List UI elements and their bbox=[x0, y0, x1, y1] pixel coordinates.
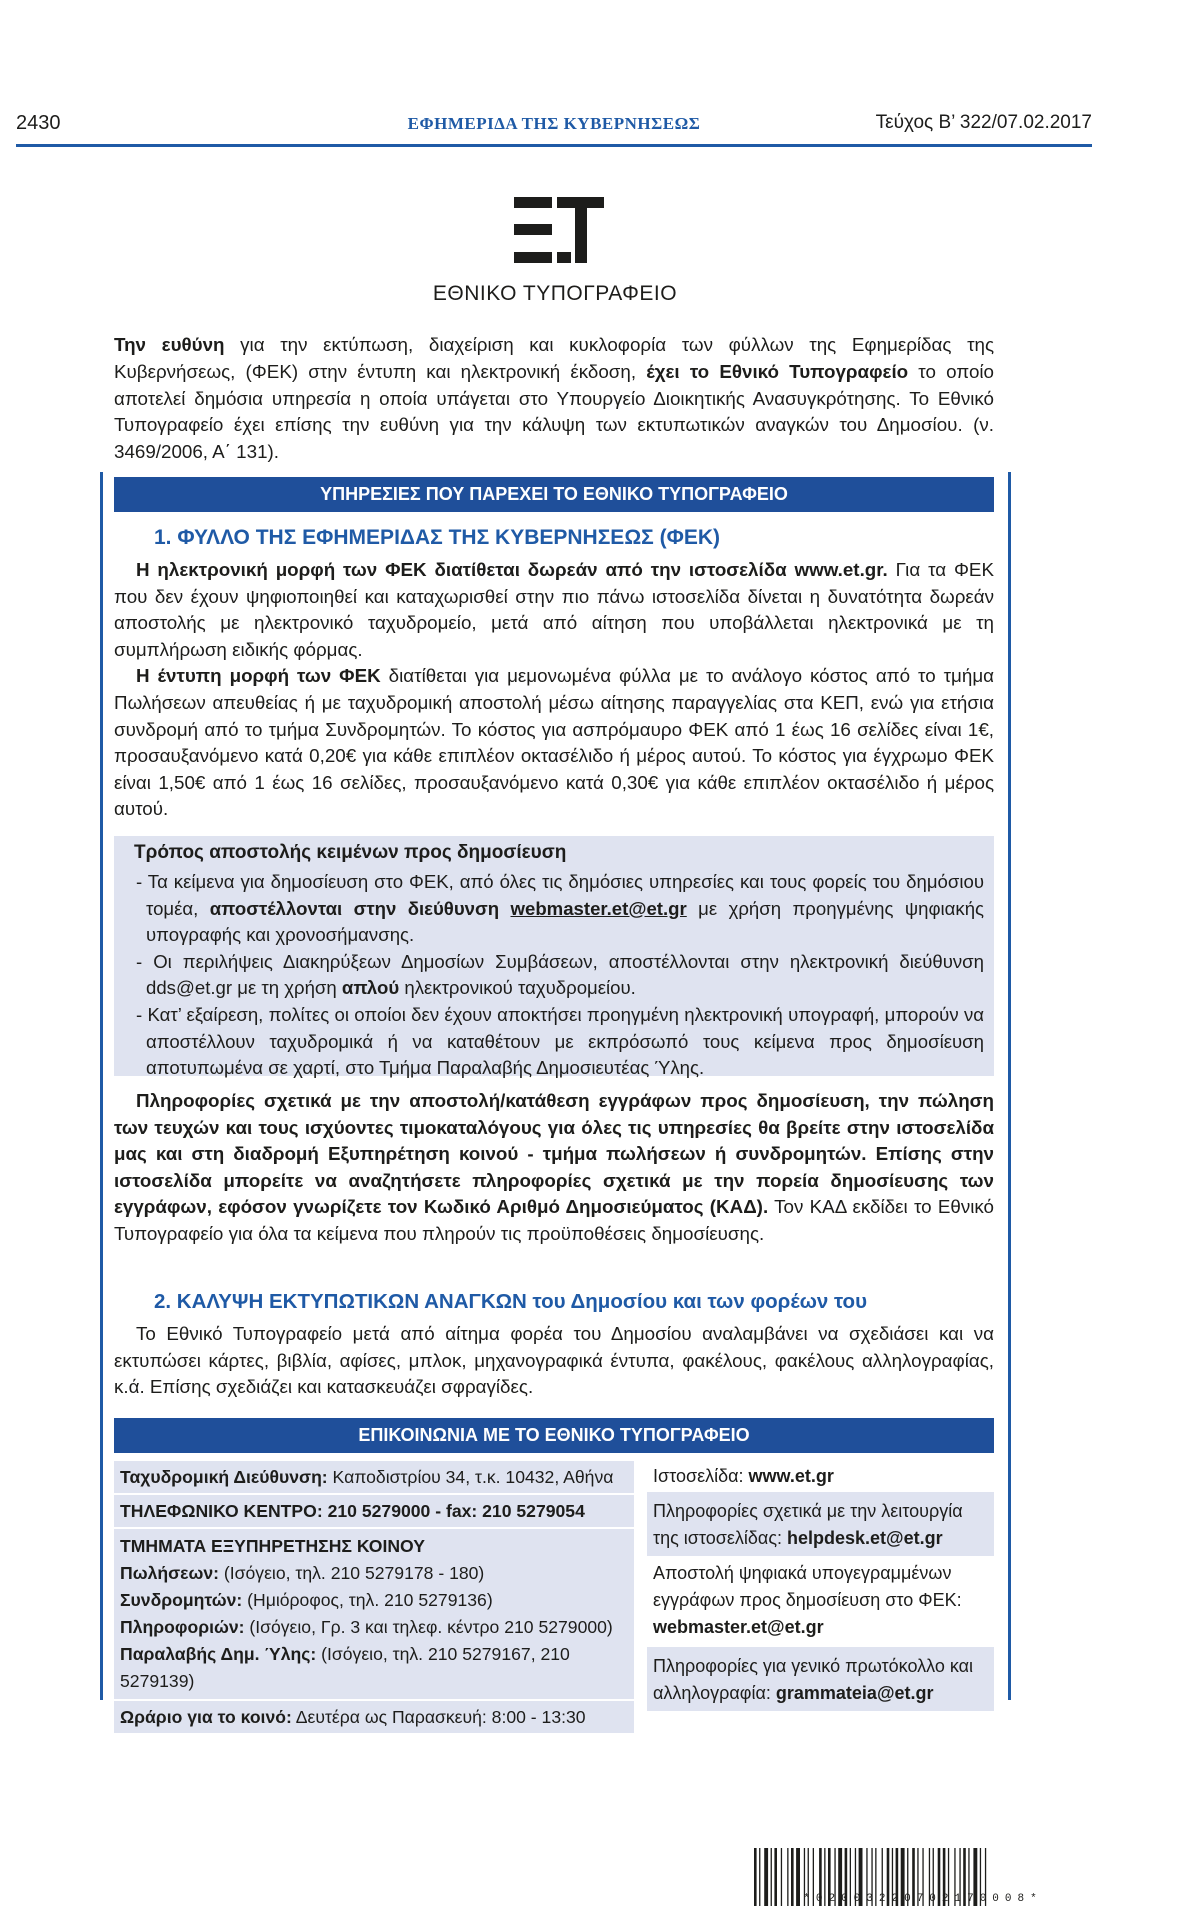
printing-paragraph: Το Εθνικό Τυπογραφείο μετά από αίτημα φορέα του Δημοσίου αναλαμβάνει να σχεδιάσει και να εκτυπώσει κάρτες, βιβλία, αφίσες, μπλοκ, μηχανογραφικά έντυπα, φακέλους, φακέλους αλληλογραφίας, κ.ά. Επίσης σχεδιάζει και κατασκευάζει σφραγίδες. bbox=[114, 1323, 994, 1398]
info-paragraph-text bbox=[114, 1088, 994, 1248]
intro-bold-2: έχει το Εθνικό Τυπογραφείο bbox=[646, 360, 909, 382]
info-label: Πληροφοριών: bbox=[120, 1617, 245, 1637]
general-protocol-label: Πληροφορίες για γενικό πρωτόκολλο και αλληλογραφία: bbox=[653, 1656, 974, 1703]
website-link[interactable]: www.et.gr bbox=[748, 1466, 834, 1486]
departments-block bbox=[114, 1529, 634, 1701]
paragraph-print-bold: Η έντυπη μορφή των ΦΕΚ bbox=[136, 665, 381, 687]
phone-center-row: ΤΗΛΕΦΩΝΙΚΟ ΚΕΝΤΡΟ: 210 5279000 - fax: 210 5279054 bbox=[114, 1495, 634, 1529]
subscribers-row bbox=[120, 1587, 628, 1614]
hours-label: Ωράριο για το κοινό: bbox=[120, 1707, 292, 1727]
helpdesk-link[interactable]: helpdesk.et@et.gr bbox=[787, 1528, 943, 1548]
helpdesk-label: Πληροφορίες σχετικά με την λειτουργία της ιστοσελίδας: bbox=[653, 1501, 963, 1548]
sales-label: Πωλήσεων: bbox=[120, 1563, 219, 1583]
digital-submission-label: Αποστολή ψηφιακά υπογεγραμμένων εγγράφων προς δημοσίευση στο ΦΕΚ: bbox=[653, 1563, 962, 1610]
subscribers-value: (Ημιόροφος, τηλ. 210 5279136) bbox=[242, 1590, 493, 1610]
gazette-name: ΕΦΗΜΕΡΙΔΑ ΤΗΣ ΚΥΒΕΡΝΗΣΕΩΣ bbox=[407, 114, 701, 133]
list-item-text: με χρήση προηγμένης ψηφιακής υπογραφής και χρονοσήμανσης. bbox=[146, 897, 984, 946]
helpdesk-row bbox=[647, 1494, 994, 1558]
departments-title: ΤΜΗΜΑΤΑ ΕΞΥΠΗΡΕΤΗΣΗΣ ΚΟΙΝΟΥ bbox=[120, 1536, 425, 1556]
receipt-value: (Ισόγειο, τηλ. 210 5279167, 210 5279139) bbox=[120, 1644, 570, 1691]
list-item-text: - Οι περιλήψεις Διακηρύξεων Δημοσίων Συμβάσεων, αποστέλλονται στην ηλεκτρονική διεύθυνση dds@et.gr με τη χρήση bbox=[136, 950, 984, 999]
paragraph-electronic bbox=[114, 557, 994, 663]
info-paragraph-bold: Πληροφορίες σχετικά με την αποστολή/κατάθεση εγγράφων προς δημοσίευση, την πώληση των τευχών και τους ισχύοντες τιμοκαταλόγους για όλες τις υπηρεσίες θα βρείτε στην ιστοσελίδα μας και στη διαδρομή Εξυπηρέτηση κοινού - τμήμα πωλήσεων ή συνδρομητών. Επίσης στην ιστοσελίδα μπορείτε να αναζητήσετε πληροφορίες σχετικά με την πορεία δημοσίευσης των εγγράφων, εφόσον γνωρίζετε τον Κωδικό Αριθμό Δημοσιεύματος (ΚΑΔ). bbox=[114, 1090, 994, 1218]
intro-bold-1: Την ευθύνη bbox=[114, 334, 225, 355]
sales-row bbox=[120, 1560, 628, 1587]
contact-right-column bbox=[647, 1461, 994, 1713]
website-row bbox=[647, 1461, 994, 1494]
paragraph-print bbox=[114, 663, 994, 823]
list-item-space bbox=[499, 898, 510, 919]
issue-number: Τεύχος Β’ 322/07.02.2017 bbox=[875, 112, 1092, 133]
section-1-body bbox=[114, 557, 994, 823]
page-number: 2430 bbox=[16, 112, 61, 134]
list-item: - Κατ’ εξαίρεση, πολίτες οι οποίοι δεν έχουν αποκτήσει προηγμένη ηλεκτρονική υπογραφή, μπορούν να αποστέλλουν ταχυδρομικά ή να καταθέτουν με εκπρόσωπό τους κείμενα προς δημοσίευση αποτυπωμένα σε χαρτί, στο Τμήμα Παραλαβής Δημοσιευτέας Ύλης. bbox=[136, 1003, 984, 1079]
logo-name: ΕΘΝΙΚΟ ΤΥΠΟΓΡΑΦΕΙΟ bbox=[432, 282, 678, 305]
info-value: (Ισόγειο, Γρ. 3 και τηλεφ. κέντρο 210 5279000) bbox=[244, 1617, 613, 1637]
general-protocol-link[interactable]: grammateia@et.gr bbox=[775, 1683, 934, 1703]
submission-box bbox=[114, 836, 994, 1079]
address-value: Καποδιστρίου 34, τ.κ. 10432, Αθήνα bbox=[327, 1467, 614, 1487]
paragraph-electronic-bold: Η ηλεκτρονική μορφή των ΦΕΚ διατίθεται δωρεάν από την ιστοσελίδα www.et.gr. bbox=[136, 559, 888, 580]
info-paragraph bbox=[114, 1088, 994, 1248]
address-label: Ταχυδρομική Διεύθυνση: bbox=[120, 1467, 328, 1487]
info-row bbox=[120, 1614, 628, 1641]
section-2-body bbox=[114, 1321, 994, 1401]
intro-text-1: για την εκτύπωση, διαχείριση και κυκλοφορία των φύλλων της Εφημερίδας της Κυβερνήσεως, (ΦΕΚ) στην έντυπη και ηλεκτρονική έκδοση, bbox=[114, 334, 994, 382]
contact-left-column bbox=[114, 1461, 634, 1735]
paragraph-print-text: διατίθεται για μεμονωμένα φύλλα με το ανάλογο κόστος από το τμήμα Πωλήσεων απευθείας ή με ταχυδρομική αποστολή μέσω αίτησης παραγγελίας στα ΚΕΠ, ενώ για ετήσια συνδρομή από το τμήμα Συνδρομητών. Το κόστος για ασπρόμαυρο ΦΕΚ από 1 έως 16 σελίδες είναι 1€, προσαυξανόμενο κατά 0,20€ για κάθε επιπλέον οκτασέλιδο ή μέρος αυτού. Το κόστος για έγχρωμο ΦΕΚ είναι 1,50€ από 1 έως 16 σελίδες, προσαυξανόμενο κατά 0,30€ για κάθε επιπλέον οκτασέλιδο ή μέρος αυτού. bbox=[114, 665, 994, 820]
list-item bbox=[136, 949, 984, 1002]
list-item-bold: απλού bbox=[341, 977, 400, 999]
digital-submission-row bbox=[647, 1558, 994, 1649]
list-item-text: - Τα κείμενα για δημοσίευση στο ΦΕΚ, από όλες τις δημόσιες υπηρεσίες και τους φορείς του δημόσιου τομέα, bbox=[136, 871, 984, 919]
intro-text-2: το οποίο αποτελεί δημόσια υπηρεσία η οποία υπάγεται στο Υπουργείο Διοικητικής Ανασυγκρότησης. Το Εθνικό Τυπογραφείο έχει επίσης την ευθύνη για την κάλυψη των εκτυπωτικών αναγκών του Δημοσίου. (ν. 3469/2006, Α΄ 131). bbox=[114, 360, 995, 463]
et-logo-icon bbox=[514, 197, 604, 263]
digital-submission-link[interactable]: webmaster.et@et.gr bbox=[653, 1617, 824, 1637]
barcode-number: *02003220702170008* bbox=[803, 1893, 1043, 1905]
paragraph-electronic-text: Για τα ΦΕΚ που δεν έχουν ψηφιοποιηθεί και καταχωρισθεί στην πιο πάνω ιστοσελίδα δίνεται η δυνατότητα δωρεάν αποστολής με ηλεκτρονικό ταχυδρομείο, μετά από αίτηση που υποβάλλεται ηλεκτρονικά με τη συμπλήρωση ειδικής φόρμας. bbox=[114, 559, 994, 660]
hours-row bbox=[114, 1701, 634, 1735]
hours-value: Δευτέρα ως Παρασκευή: 8:00 - 13:30 bbox=[291, 1707, 586, 1727]
section-1-title: 1. ΦΥΛΛΟ ΤΗΣ ΕΦΗΜΕΡΙΔΑΣ ΤΗΣ ΚΥΒΕΡΝΗΣΕΩΣ (ΦΕΚ) bbox=[154, 526, 720, 549]
info-paragraph-rest: Τον ΚΑΔ εκδίδει το Εθνικό Τυπογραφείο για όλα τα κείμενα που πληρούν τις προϋποθέσεις δημοσίευσης. bbox=[114, 1196, 994, 1244]
sales-value: (Ισόγειο, τηλ. 210 5279178 - 180) bbox=[219, 1563, 485, 1583]
contact-bar: ΕΠΙΚΟΙΝΩΝΙΑ ΜΕ ΤΟ ΕΘΝΙΚΟ ΤΥΠΟΓΡΑΦΕΙΟ bbox=[114, 1418, 994, 1453]
services-bar: ΥΠΗΡΕΣΙΕΣ ΠΟΥ ΠΑΡΕΧΕΙ ΤΟ ΕΘΝΙΚΟ ΤΥΠΟΓΡΑΦΕΙΟ bbox=[114, 477, 994, 512]
receipt-row bbox=[120, 1641, 628, 1695]
list-item bbox=[136, 869, 984, 949]
page-header bbox=[16, 110, 1092, 147]
general-protocol-row bbox=[647, 1649, 994, 1713]
receipt-label: Παραλαβής Δημ. Ύλης: bbox=[120, 1644, 317, 1664]
intro-paragraph bbox=[114, 332, 994, 466]
list-item-bold: αποστέλλονται στην διεύθυνση bbox=[209, 897, 500, 919]
address-row bbox=[114, 1461, 634, 1495]
website-label: Ιστοσελίδα: bbox=[653, 1466, 749, 1486]
list-item-text: ηλεκτρονικού ταχυδρομείου. bbox=[399, 977, 636, 999]
submission-list bbox=[136, 869, 984, 1082]
webmaster-link[interactable]: webmaster.et@et.gr bbox=[510, 897, 687, 919]
subscribers-label: Συνδρομητών: bbox=[120, 1590, 243, 1610]
submission-box-title: Τρόπος αποστολής κειμένων προς δημοσίευση bbox=[134, 842, 567, 863]
section-2-title: 2. ΚΑΛΥΨΗ ΕΚΤΥΠΩΤΙΚΩΝ ΑΝΑΓΚΩΝ του Δημοσίου και των φορέων του bbox=[154, 1290, 868, 1313]
